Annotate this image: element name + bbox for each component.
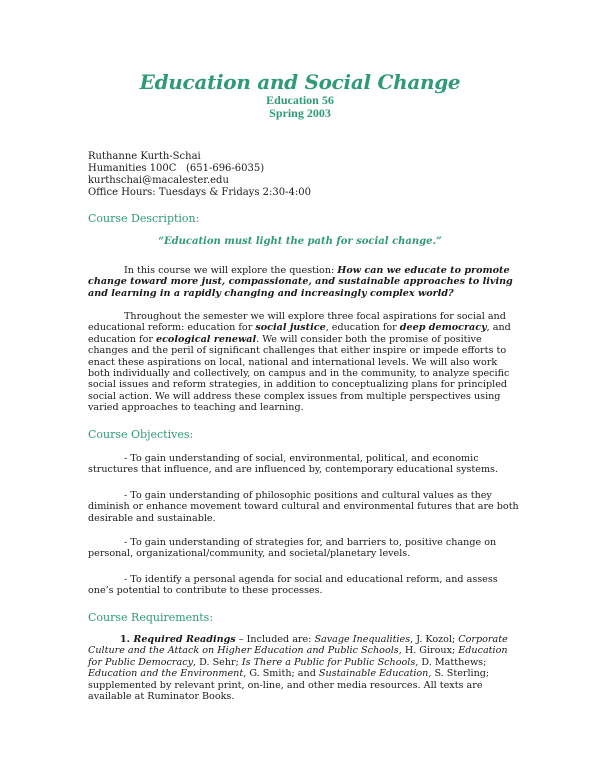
p2-text-e: , and education for	[88, 322, 511, 345]
p2-text-a: Throughout the semester we will explore three focal aspirations for social and educational reform: education for	[88, 311, 506, 334]
instructor-contact	[88, 151, 311, 199]
book-author: , H. Giroux;	[398, 645, 459, 657]
book-author: , D. Matthews;	[415, 656, 487, 668]
document-title: Education and Social Change	[139, 70, 461, 94]
description-paragraph-1	[88, 265, 522, 299]
p2-text-c: , education for	[325, 322, 400, 334]
objective-text: - To gain understanding of strategies for, and barriers to, positive change on personal, organizational/community, and societal/planetary levels.	[88, 537, 497, 560]
p2-text-g: . We will consider both the promise of positive changes and the peril of significant challenges that either inspire or impede efforts to enact these aspirations on local, national and international levels. We will also work both individually and collectively, on campus and in the community, to analyze specific social issues and reform strategies, in addition to conceptualizing plans for principled social action. We will address these complex issues from multiple perspectives using varied approaches to teaching and learning.	[88, 333, 510, 414]
p1-question: How can we educate to promote change toward more just, compassionate, and sustainable approaches to living and learning in a rapidly changing and increasingly complex world?	[88, 265, 513, 299]
course-description-heading: Course Description:	[88, 212, 200, 225]
objective-item	[88, 453, 522, 476]
book-title: Corporate Culture and the Attack on Higher Education and Public Schools	[88, 634, 508, 657]
book-author: , S. Sterling; supplemented by relevant print, on-line, and other media resources. All texts are available at Ruminator Books.	[88, 668, 490, 703]
p1-lead: In this course we will explore the question:	[124, 265, 338, 276]
objective-text: - To gain understanding of social, environmental, political, and economic structures that influence, and are influenced by, contemporary educational systems.	[88, 453, 499, 476]
book-title: Education for Public Democracy	[88, 645, 508, 668]
course-objectives-heading: Course Objectives:	[88, 428, 194, 441]
instructor-name: Ruthanne Kurth-Schai	[88, 151, 201, 162]
instructor-office: Humanities 100C (651-696-6035)	[88, 163, 265, 174]
objective-item	[88, 490, 522, 524]
book-title: Savage Inequalities	[314, 634, 411, 645]
book-title: Is There a Public for Public Schools	[241, 656, 416, 668]
p2-deep-democracy: deep democracy	[399, 322, 487, 334]
requirement-label: Required Readings	[133, 634, 236, 645]
course-requirements-heading: Course Requirements:	[88, 611, 214, 624]
course-number: Education 56	[266, 93, 334, 107]
objective-text: - To identify a personal agenda for social and educational reform, and assess one’s potential to contribute to these processes.	[88, 574, 498, 597]
p2-ecological-renewal: ecological renewal	[155, 333, 257, 345]
objective-item	[88, 574, 522, 597]
requirement-number: 1.	[120, 634, 134, 645]
objective-text: - To gain understanding of philosophic positions and cultural values as they diminish or enhance movement toward cultural and environmental futures that are both desirable and sustainable.	[88, 490, 519, 524]
course-term: Spring 2003	[269, 106, 331, 120]
description-paragraph-2	[88, 311, 522, 414]
book-title: Education and the Environment	[88, 668, 244, 680]
book-author: , J. Kozol;	[410, 634, 459, 645]
p2-social-justice: social justice	[255, 322, 326, 334]
office-hours: Office Hours: Tuesdays & Fridays 2:30-4:00	[88, 187, 311, 198]
instructor-email[interactable]: kurthschai@macalester.edu	[88, 175, 229, 186]
course-quote: “Education must light the path for social change.”	[158, 236, 442, 247]
requirement-intro: – Included are:	[235, 634, 315, 645]
objective-item	[88, 537, 522, 560]
requirement-readings	[88, 634, 522, 702]
book-title: Sustainable Education	[318, 668, 429, 680]
book-author: , D. Sehr;	[193, 656, 242, 668]
book-author: , G. Smith; and	[243, 668, 319, 680]
